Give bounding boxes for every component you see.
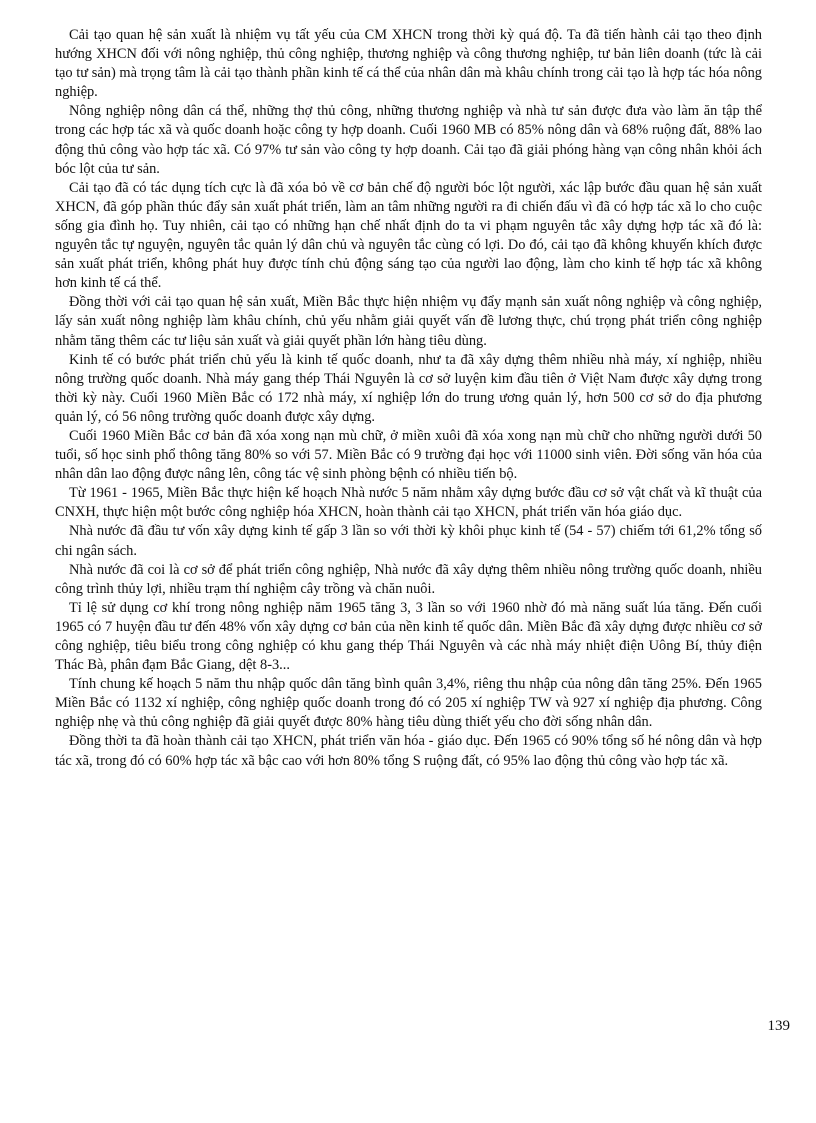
- paragraph-4: Đồng thời với cải tạo quan hệ sản xuất, Miền Bắc thực hiện nhiệm vụ đẩy mạnh sản xuất nông nghiệp và công nghiệp, lấy sản xuất nông nghiệp làm khâu chính, chủ yếu nhằm giải quyết vấn đề lương thực, chú trọng phát triển công nghiệp nhằm tăng thêm các tư liệu sản xuất và giải quyết phần lớn hàng tiêu dùng.: [55, 294, 762, 349]
- paragraph-9: Nhà nước đã coi là cơ sở để phát triển công nghiệp, Nhà nước đã xây dựng thêm nhiều nông trường quốc doanh, nhiều công trình thủy lợi, nhiều trạm thí nghiệm cây trồng và chăn nuôi.: [55, 561, 762, 597]
- paragraph-6: Cuối 1960 Miền Bắc cơ bản đã xóa xong nạn mù chữ, ở miền xuôi đã xóa xong nạn mù chữ cho những người dưới 50 tuổi, số học sinh phổ thông tăng 80% so với 57. Miền Bắc có 9 trường đại học với 11000 sinh viên. Đời sống văn hóa của nhân dân lao động được nâng lên, công tác vệ sinh phòng bệnh có nhiều tiến bộ.: [55, 427, 762, 483]
- paragraph-10: Tỉ lệ sử dụng cơ khí trong nông nghiệp năm 1965 tăng 3, 3 lần so với 1960 nhờ đó mà năng suất lúa tăng. Đến cuối 1965 có 7 huyện đầu tư đến 48% vốn xây dựng cơ bản của nền kinh tế quốc dân. Miền Bắc đã xây dựng được nhiều cơ sở công nghiệp, tiêu biểu trong công nghiệp có khu gang thép Thái Nguyên và các nhà máy nhiệt điện Uông Bí, thủy điện Thác Bà, phân đạm Bắc Giang, dệt 8-3...: [55, 599, 762, 674]
- paragraph-7: Từ 1961 - 1965, Miền Bắc thực hiện kế hoạch Nhà nước 5 năm nhằm xây dựng bước đầu cơ sở vật chất và kĩ thuật của CNXH, thực hiện một bước công nghiệp hóa XHCN, hoàn thành cải tạo XHCN, phát triển văn hóa giáo dục.: [55, 485, 762, 521]
- page-number: 139: [767, 1018, 790, 1034]
- document-body: [55, 26, 762, 771]
- paragraph-11: Tính chung kế hoạch 5 năm thu nhập quốc dân tăng bình quân 3,4%, riêng thu nhập của nông dân tăng 25%. Đến 1965 Miền Bắc có 1132 xí nghiệp, công nghiệp quốc doanh trong đó có 205 xí nghiệp TW và 927 xí nghiệp địa phương. Công nghiệp nhẹ và thủ công nghiệp đã giải quyết được 80% hàng tiêu dùng thiết yếu cho đời sống nhân dân.: [55, 676, 762, 731]
- paragraph-5: Kinh tế có bước phát triển chủ yếu là kinh tế quốc doanh, như ta đã xây dựng thêm nhiều nhà máy, xí nghiệp, nhiều nông trường quốc doanh. Nhà máy gang thép Thái Nguyên là cơ sở luyện kim đầu tiên ở Việt Nam được xây dựng trong thời kỳ này. Cuối 1960 Miền Bắc có 172 nhà máy, xí nghiệp lớn do trung ương quản lý, hơn 500 cơ sở do địa phương quản lý, có 56 nông trường quốc doanh được xây dựng.: [55, 351, 762, 425]
- paragraph-2: Nông nghiệp nông dân cá thể, những thợ thủ công, những thương nghiệp và nhà tư sản được đưa vào làm ăn tập thể trong các hợp tác xã và quốc doanh hoặc công ty hợp doanh. Cuối 1960 MB có 85% nông dân và 68% ruộng đất, 88% lao động thủ công vào hợp tác xã. Có 97% tư sản vào công ty hợp doanh. Cải tạo đã giải phóng hàng vạn công nhân khỏi ách bóc lột của tư sản.: [55, 103, 762, 177]
- paragraph-8: Nhà nước đã đầu tư vốn xây dựng kinh tế gấp 3 lần so với thời kỳ khôi phục kinh tế (54 - 57) chiếm tới 61,2% tổng số chi ngân sách.: [55, 523, 762, 559]
- paragraph-1: Cải tạo quan hệ sản xuất là nhiệm vụ tất yếu của CM XHCN trong thời kỳ quá độ. Ta đã tiến hành cải tạo theo định hướng XHCN đối với nông nghiệp, thủ công nghiệp, thương nghiệp và công thương nghiệp, tư bản liên doanh (tức là cải tạo tư sản) mà trọng tâm là cải tạo thành phần kinh tế cá thể của nhân dân mà khâu chính trong cải tạo là hợp tác hóa nông nghiệp.: [55, 27, 762, 101]
- paragraph-3: Cải tạo đã có tác dụng tích cực là đã xóa bỏ về cơ bản chế độ người bóc lột người, xác lập bước đầu quan hệ sản xuất XHCN, đã góp phần thúc đẩy sản xuất phát triển, làm an tâm những người ra đi chiến đấu vì đã có hợp tác xã lo cho cuộc sống gia đình họ. Tuy nhiên, cải tạo có những hạn chế nhất định do ta vi phạm nguyên tắc xây dựng hợp tác xã đó là: nguyên tắc tự nguyện, nguyên tắc quản lý dân chủ và nguyên tắc cùng có lợi. Do đó, cải tạo đã không khuyến khích được sản xuất phát triển, không phát huy được tính chủ động sáng tạo của người lao động, làm cho kinh tế hợp tác xã không hơn kinh tế cá thể.: [55, 179, 762, 292]
- paragraph-12: Đồng thời ta đã hoàn thành cải tạo XHCN, phát triển văn hóa - giáo dục. Đến 1965 có 90% tổng số hé nông dân và hợp tác xã, trong đó có 60% hợp tác xã bậc cao với hơn 80% tổng S ruộng đất, có 95% lao động thủ công vào hợp tác xã.: [55, 733, 762, 769]
